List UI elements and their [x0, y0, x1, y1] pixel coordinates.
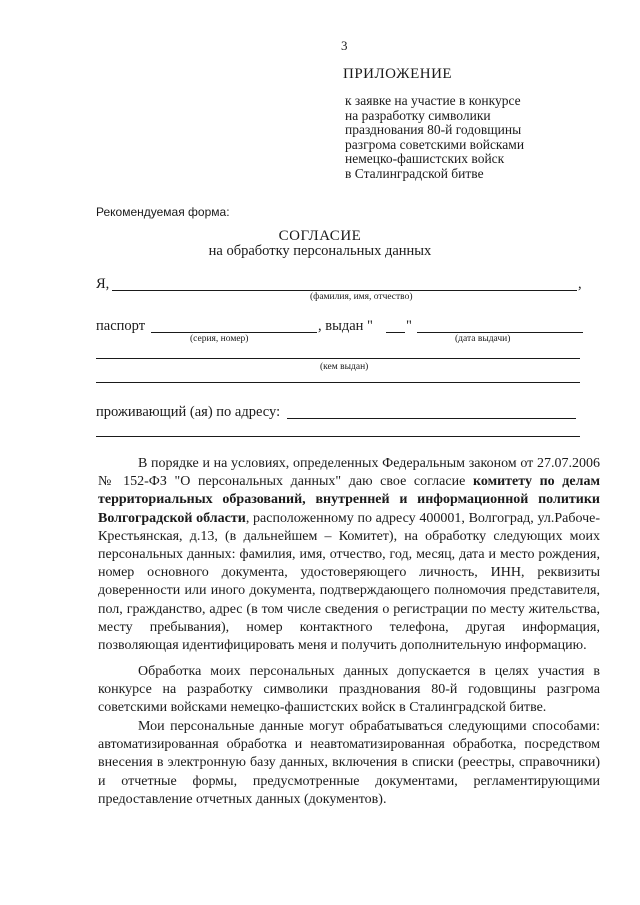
passport-series-field[interactable] [151, 332, 317, 333]
appendix-line: в Сталинградской битве [345, 165, 484, 181]
issuer-caption: (кем выдан) [320, 362, 369, 372]
appendix-description [345, 94, 585, 181]
p1-text-a: В порядке и на условиях, определенных Федеральным законом от 27.07.2006 № 152-ФЗ "О персональных данных" даю свое согласие [98, 456, 600, 490]
committee-name: комитету по делам территориальных образований, внутренней и информационной политики Волгоградской области [98, 474, 600, 526]
fio-field[interactable] [112, 290, 577, 291]
appendix-line: на разработку символики [345, 107, 491, 123]
consent-paragraph-2 [98, 663, 600, 718]
issue-day-field[interactable] [386, 332, 405, 333]
p2-text: Обработка моих персональных данных допускается в целях участия в конкурсе на разработку символики празднования 80-й годовщины разгрома советскими войсками немецко-фашистских войск в Сталинградской битве. [98, 664, 600, 716]
consent-paragraph-3 [98, 718, 600, 809]
ya-comma: , [578, 276, 582, 292]
date-caption: (дата выдачи) [455, 334, 511, 344]
appendix-line: празднования 80-й годовщины [345, 122, 522, 137]
page-number: 3 [341, 38, 348, 53]
address-field[interactable] [287, 418, 576, 419]
consent-title: СОГЛАСИЕ [278, 228, 362, 244]
ya-label: Я, [96, 276, 110, 292]
issuer-field-line2[interactable] [96, 382, 580, 383]
p3-text: Мои персональные данные могут обрабатываться следующими способами: автоматизированная обработка и неавтоматизированная обработка, посредством внесения в электронную базу данных, включения в списки (реестры, справочники) и отчетные формы, предусмотренные документами, регламентирующими предоставление отчетных данных (документов). [98, 719, 600, 807]
series-caption: (серия, номер) [190, 334, 249, 344]
consent-subtitle: на обработку персональных данных [208, 243, 432, 259]
p1-text-b: , расположенному по адресу 400001, Волгоград, ул.Рабоче-Крестьянская, д.13, (в дальнейшем – Комитет), на обработку следующих моих персональных данных: фамилия, имя, отчество, год, месяц, дата и место рождения, номер основного документа, удостоверяющего личность, ИНН, реквизиты доверенности или иного документа, подтверждающего полномочия представителя, пол, гражданство, адрес (в том числе сведения о регистрации по месту жительства, месту пребывания), номер контактного телефона, другая информация, позволяющая идентифицировать меня и получить дополнительную информацию. [98, 510, 600, 654]
appendix-line: разгрома советскими войсками [345, 136, 525, 152]
address-label: проживающий (ая) по адресу: [96, 404, 281, 420]
recommended-form-label: Рекомендуемая форма: [96, 205, 230, 219]
appendix-line: к заявке на участие в конкурсе [345, 93, 521, 108]
consent-paragraph-1 [98, 455, 600, 655]
address-field-line2[interactable] [96, 436, 580, 437]
issued-label: , выдан " [318, 318, 373, 334]
fio-caption: (фамилия, имя, отчество) [310, 292, 413, 302]
issue-quote: " [406, 318, 412, 334]
issue-date-field[interactable] [417, 332, 583, 333]
appendix-title: ПРИЛОЖЕНИЕ [343, 66, 453, 82]
passport-label: паспорт [96, 318, 146, 334]
issuer-field[interactable] [96, 358, 580, 359]
appendix-line: немецко-фашистских войск [345, 151, 505, 166]
